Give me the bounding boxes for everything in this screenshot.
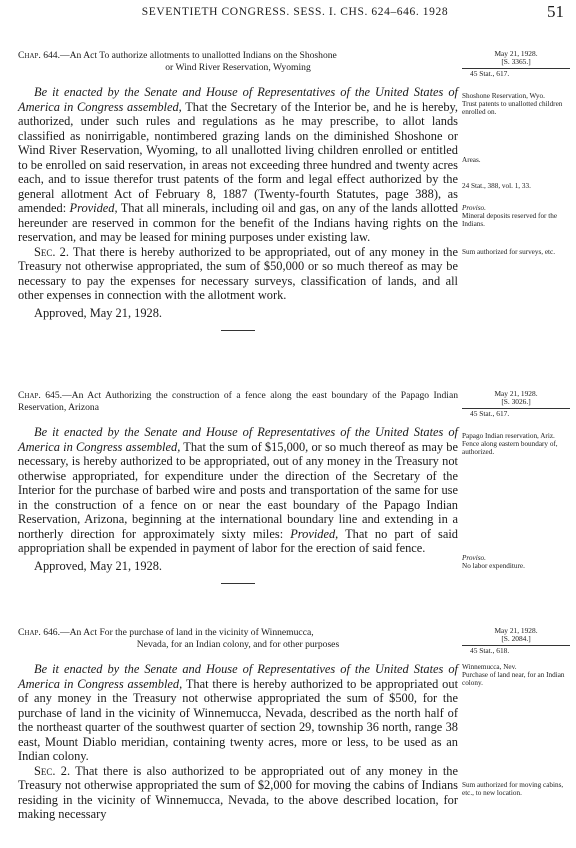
margin-note-body: Trust patents to unallotted children enrolled on. [462, 100, 563, 117]
approval-date: May 21, 1928. [494, 626, 538, 635]
chapter-title-text-2: Nevada, for an Indian colony, and for other purposes [136, 638, 340, 650]
margin-note [462, 663, 570, 687]
margin-note [462, 554, 570, 570]
chapter-title [18, 50, 458, 73]
section-1-text: That there is hereby authorized to be appropriated out of any money in the Treasury not otherwise appropriated the sum of $500, for the purchase of land in the vicinity of Winnemucca, Nevada, described as the north half of the northeast quarter of the southwest quarter of section 29, township 36 north, range 38 east, Mount Diablo meridian, containing twenty acres, more or less, to be used as an Indian colony. [18, 676, 459, 763]
date-block [462, 50, 570, 78]
enacting-clause: Be it enacted by the Senate and House of Representatives of the United States of America in Congress assembled, [18, 85, 458, 114]
enacting-clause: Be it enacted by the Senate and House of Representatives of the United States of America in Congress assembled, [18, 662, 458, 691]
margin-note: Sum authorized for surveys, etc. [462, 248, 556, 257]
chapter-646 [18, 627, 458, 822]
chapter-645 [18, 390, 458, 584]
date-block [462, 390, 570, 418]
approval-date: May 21, 1928. [494, 49, 538, 58]
enacting-clause: Be it enacted by the Senate and House of Representatives of the United States of America in Congress assembled, [18, 425, 458, 454]
chapter-title-text-2: or Wind River Reservation, Wyoming [165, 61, 311, 73]
margin-note: Areas. [462, 156, 481, 165]
section-2-label: Sec. 2. [34, 763, 71, 778]
section-2-label: Sec. 2. [34, 244, 69, 259]
bill-number: [S. 2084.] [501, 634, 531, 644]
margin-note-head: Shoshone Reservation, Wyo. [462, 92, 545, 101]
approval-line: Approved, May 21, 1928. [34, 558, 163, 573]
margin-note-head: Papago Indian reservation, Ariz. [462, 432, 555, 441]
section-1-text: That the Secretary of the Interior be, and he is hereby, authorized, under such rules and regulations as he may prescribe, to allot lands classified as nonirrigable, nontimbered grazing lands on the diminished Shoshone or Wind River Reservation, Wyoming, to all unallotted living children enrolled or entitled to be enrolled on said reservation, in areas not exceeding three hundred and twenty acres each, and to issue therefor trust patents of the form and legal effect authorized by the general allotment Act of February 8, 1887 (Twenty-fourth Statutes, page 388), as amended: [18, 99, 459, 215]
margin-note-head: Proviso. [462, 204, 486, 213]
margin-note [462, 92, 570, 116]
proviso: Provided, [69, 201, 118, 215]
chapter-title [18, 627, 458, 650]
stat-citation: 45 Stat., 618. [462, 645, 570, 655]
chapter-646-margin [462, 627, 570, 797]
separator-rule [221, 583, 255, 584]
separator-rule [221, 330, 255, 331]
running-head: SEVENTIETH CONGRESS. SESS. I. CHS. 624–646. 1928 [141, 6, 449, 18]
chapter-645-margin [462, 390, 570, 570]
approval-date: May 21, 1928. [494, 389, 538, 398]
chapter-644-margin [462, 50, 570, 256]
margin-note-head: Proviso. [462, 554, 486, 563]
margin-note-head: Winnemucca, Nev. [462, 663, 517, 672]
section-1 [18, 425, 458, 556]
section-1-rest: That all minerals, including oil and gas, on any of the lands allotted hereunder are reserved in common for the benefit of the Indians having rights on the reservation, and may be leased for mining purposes under existing law. [18, 201, 459, 244]
chapter-label: Chap. 645. [18, 390, 63, 401]
chapter-title-text: —An Act Authorizing the construction of a fence along the east boundary of the Papago Indian Reservation, Arizona [18, 390, 458, 413]
margin-note-body: Mineral deposits reserved for the Indians. [462, 212, 558, 229]
chapter-title [18, 390, 458, 413]
margin-note [462, 432, 570, 456]
bill-number: [S. 3365.] [501, 57, 531, 67]
section-1 [18, 85, 458, 245]
margin-note: 24 Stat., 388, vol. 1, 33. [462, 182, 531, 191]
section-1-text: That the sum of $15,000, or so much thereof as may be necessary, is hereby authorized to be appropriated, out of any money in the Treasury not otherwise appropriated, for expenditure under the direction of the Secretary of the Interior for the purchase of barbed wire and posts and transportation of the same for use in the construction of a fence on or near the east boundary of the Papago Indian Reservation, Arizona, beginning at the international boundary line and extending in a northerly direction for approximately sixty miles: [18, 439, 459, 541]
margin-note: Sum authorized for moving cabins, etc., to new location. [462, 781, 564, 798]
section-2-text: That there is hereby authorized to be appropriated, out of any money in the Treasury not otherwise appropriated, the sum of $50,000 or so much thereof as may be necessary to pay the expenses for necessary surveys, classification of lands, and all other expenses in connection with the allotment work. [18, 244, 459, 302]
chapter-title-text: —An Act To authorize allotments to unallotted Indians on the Shoshone [60, 50, 337, 61]
section-2 [18, 245, 458, 303]
chapter-644 [18, 50, 458, 331]
approval-line: Approved, May 21, 1928. [34, 305, 163, 320]
bill-number: [S. 3026.] [501, 397, 531, 407]
date-block [462, 627, 570, 655]
margin-note-body: No labor expenditure. [462, 562, 525, 571]
section-2 [18, 764, 458, 822]
chapter-title-text: —An Act For the purchase of land in the vicinity of Winnemucca, [60, 627, 314, 638]
page-number: 51 [547, 2, 564, 21]
chapter-label: Chap. 646. [18, 627, 60, 638]
section-1-rest: That no part of said appropriation shall be expended in payment of labor for the erection of said fence. [18, 526, 458, 555]
margin-note [462, 204, 570, 228]
section-2-text: That there is also authorized to be appropriated out of any money in the Treasury not otherwise appropriated the sum of $2,000 for moving the cabins of Indians residing in the vicinity of Winnemucca, Nevada, to the above described location, for making necessary [18, 763, 458, 821]
chapter-label: Chap. 644. [18, 50, 60, 61]
stat-citation: 45 Stat., 617. [462, 68, 570, 78]
margin-note-body: Purchase of land near, for an Indian colony. [462, 671, 565, 688]
margin-note-body: Fence along eastern boundary of, authorized. [462, 440, 558, 457]
proviso: Provided, [290, 526, 339, 541]
section-1 [18, 662, 458, 764]
stat-citation: 45 Stat., 617. [462, 408, 570, 418]
